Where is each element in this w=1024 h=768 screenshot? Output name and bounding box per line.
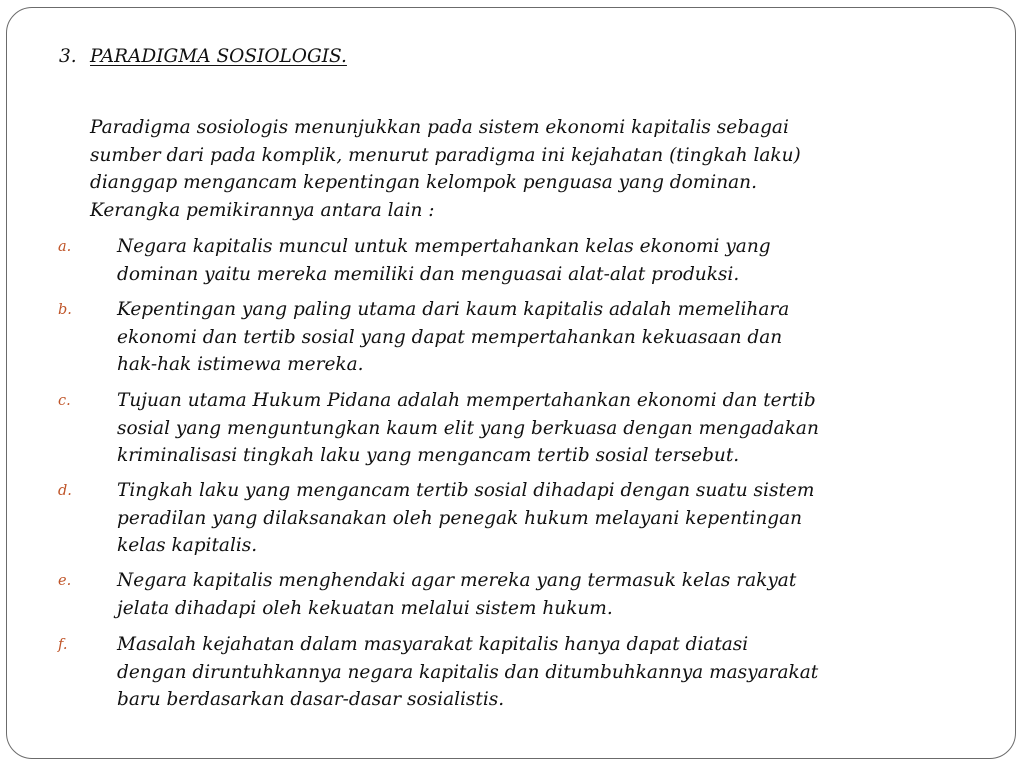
list-item-line: peradilan yang dilaksanakan oleh penegak hukum melayani kepentingan <box>117 507 803 529</box>
intro-line: Kerangka pemikirannya antara lain : <box>90 199 435 221</box>
list-item-line: baru berdasarkan dasar-dasar sosialistis. <box>117 689 505 710</box>
list-marker: b. <box>58 302 72 318</box>
list-item-line: jelata dihadapi oleh kekuatan melalui sistem hukum. <box>117 597 613 619</box>
section-heading <box>59 43 347 71</box>
section-number: 3. <box>59 46 77 67</box>
list-item-line: Negara kapitalis muncul untuk mempertahankan kelas ekonomi yang <box>117 236 771 257</box>
section-title: PARADIGMA SOSIOLOGIS. <box>90 46 347 67</box>
list-marker: c. <box>58 393 71 409</box>
list-item-text <box>117 477 977 560</box>
list-item-line: Negara kapitalis menghendaki agar mereka yang termasuk kelas rakyat <box>117 570 797 591</box>
list-marker: d. <box>58 483 72 499</box>
list-item-line: dominan yaitu mereka memiliki dan menguasai alat-alat produksi. <box>117 263 740 285</box>
list-item-line: Masalah kejahatan dalam masyarakat kapitalis hanya dapat diatasi <box>117 634 749 655</box>
list-marker: e. <box>58 573 72 589</box>
list-item-line: kelas kapitalis. <box>117 535 258 556</box>
list-item-line: ekonomi dan tertib sosial yang dapat mempertahankan kekuasaan dan <box>117 326 783 348</box>
intro-line: Paradigma sosiologis menunjukkan pada sistem ekonomi kapitalis sebagai <box>90 117 789 138</box>
list-item-line: kriminalisasi tingkah laku yang mengancam tertib sosial tersebut. <box>117 445 740 466</box>
list-item-text <box>117 631 977 714</box>
list-item-line: sosial yang menguntungkan kaum elit yang berkuasa dengan mengadakan <box>117 417 819 439</box>
list-item-line: Tujuan utama Hukum Pidana adalah mempertahankan ekonomi dan tertib <box>117 390 816 411</box>
list-item-text <box>117 233 977 288</box>
list-item-line: Tingkah laku yang mengancam tertib sosial dihadapi dengan suatu sistem <box>117 480 815 501</box>
list-item-line: Kepentingan yang paling utama dari kaum kapitalis adalah memelihara <box>117 299 790 320</box>
intro-line: sumber dari pada komplik, menurut paradigma ini kejahatan (tingkah laku) <box>90 144 801 166</box>
list-item-text <box>117 296 977 379</box>
list-item-line: hak-hak istimewa mereka. <box>117 354 364 375</box>
intro-paragraph <box>90 114 970 224</box>
list-marker: a. <box>58 239 72 255</box>
list-item-line: dengan diruntuhkannya negara kapitalis dan ditumbuhkannya masyarakat <box>117 661 819 683</box>
list-item-text <box>117 567 977 622</box>
list-marker: f. <box>58 637 68 653</box>
list-item-text <box>117 387 977 470</box>
intro-line: dianggap mengancam kepentingan kelompok penguasa yang dominan. <box>90 172 757 193</box>
